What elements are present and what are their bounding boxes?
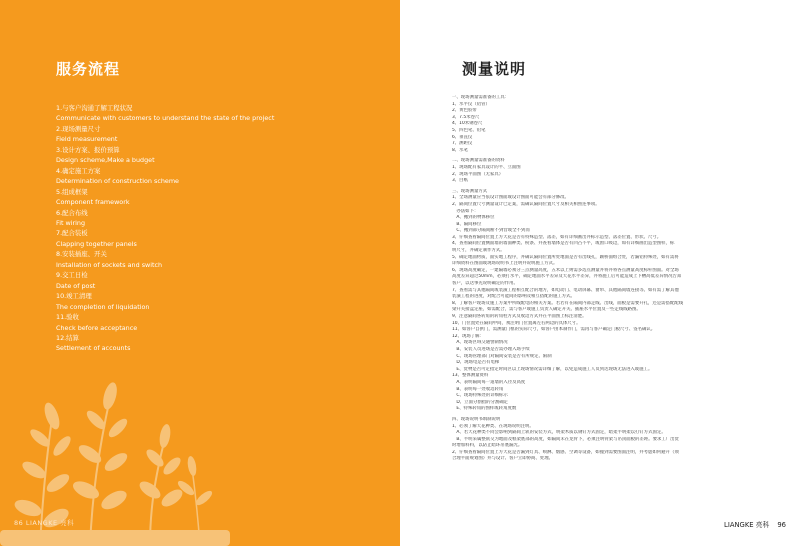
note-line: 6、现场高度确定，一建隔墙必须分三点测量高度，五米以上则需多选点测量并将并将各点测量高度标杆图面。对全场 bbox=[452, 267, 679, 273]
note-line: 8、水笔 bbox=[452, 147, 468, 153]
step-title: 3.设计方案、报价预算 bbox=[56, 145, 120, 154]
note-line: 办法如下： bbox=[452, 208, 479, 214]
step-title: 4.确定施工方案 bbox=[56, 166, 101, 175]
step-english: The completion of liquidation bbox=[56, 302, 150, 311]
note-line: 梁开关接盒定座，如需配合，需与客户或施工负责人确定开关、插座水平位置及一些走线线路图。 bbox=[452, 307, 641, 313]
note-line: 6、垂直仪 bbox=[452, 134, 473, 140]
note-line: 客户，以达事先说明确定的作用。 bbox=[452, 281, 518, 287]
page-title-measurement-notes: 测量说明 bbox=[462, 60, 527, 78]
step-title: 6.配合布线 bbox=[56, 208, 88, 217]
note-line: 13、整体测量资料 bbox=[452, 373, 489, 379]
step-title: 9.交工日检 bbox=[56, 271, 88, 280]
note-line: B、半明采属整嵌交为地面及框架底部的高度，如隔间未在龙骨下，必须注明骨架与吊顶面板的差距。要求工厂出货 bbox=[452, 436, 679, 442]
note-line: 7、测距仪 bbox=[452, 141, 473, 147]
note-line: C、现场特殊处的详细标示 bbox=[452, 393, 508, 399]
note-line: A、攫到的物体移位 bbox=[452, 215, 495, 221]
note-line: D、现场电是否有电梯 bbox=[452, 360, 500, 366]
note-line: B、安装人员进场是否需办理入场手续 bbox=[452, 346, 530, 352]
note-line: 3、7.5米卷尺 bbox=[452, 114, 480, 120]
right-page-footer bbox=[724, 519, 786, 529]
note-line: 2、现场平面图（无家具） bbox=[452, 171, 504, 177]
note-line: 4、10米钢卷尺 bbox=[452, 121, 483, 127]
step-english: Component framework bbox=[56, 198, 130, 207]
step-title: 12.结算 bbox=[56, 333, 79, 342]
note-line: A、表明隔间每一道墙的入径及高度 bbox=[452, 379, 526, 385]
step-english: Clapping together panels bbox=[56, 239, 137, 248]
note-line: 合理平面规划图）并与设计、客户立即协商、处理。 bbox=[452, 456, 553, 462]
note-line: B、隔间移位 bbox=[452, 221, 482, 227]
step-title: 7.配合装板 bbox=[56, 229, 88, 238]
note-line: 三、现场测量方式 bbox=[452, 188, 488, 194]
note-line: 5、确定地面材质，面实地工程序，并确认隔间位置所处地面是否有出线孔，踢桥面组合处，若漏铝特殊处，如有需将 bbox=[452, 254, 679, 260]
step-english: Determination of construction scheme bbox=[56, 177, 179, 186]
note-line: 5、四色笔、铅笔 bbox=[452, 127, 486, 133]
measurement-notes-body bbox=[452, 95, 782, 463]
step-english: Settlement of accounts bbox=[56, 344, 131, 353]
note-line: E、特殊转角的图样或转角度数 bbox=[452, 406, 517, 412]
step-english: Date of post bbox=[56, 281, 96, 290]
note-line: 时增加料料，以防止暗环吊底漏光。 bbox=[452, 443, 523, 449]
note-line: 2、隔间位置尺寸测量设计已定案，需确认隔间位置尺寸及相关相照连事项。 bbox=[452, 201, 600, 207]
note-line: B、表明每一处收边转角 bbox=[452, 386, 504, 392]
note-line: 1、全场测量应当依设计图面或设计图面可能会有部分修改。 bbox=[452, 195, 569, 201]
note-line: 详细资料在图面或现场说明书上注明并说明施工方式。 bbox=[452, 261, 558, 267]
note-line: 9、注意隔间各转角的转角柱方式及收边方式并在平面图上标注清楚。 bbox=[452, 314, 587, 319]
note-line: C、现场管理部门对隔间安装是否有所规定、限制 bbox=[452, 353, 552, 359]
brand-name: LIANGKE 亮科 bbox=[724, 521, 770, 529]
step-english: Field measurement bbox=[56, 135, 118, 144]
note-line: 10、门位置处在隔间中间，须注明门位置离左右两边的具体尺寸。 bbox=[452, 320, 581, 326]
step-english: Communicate with customers to understand the state of the project bbox=[56, 114, 275, 123]
note-line: C、攫到部分隔间断不到营或全不到而 bbox=[452, 228, 530, 234]
note-line: 3、白纸 bbox=[452, 178, 468, 184]
note-line: 明尺寸，并确定制作方式。 bbox=[452, 248, 505, 254]
note-line: 2、黄色胶带 bbox=[452, 108, 477, 114]
note-line: 7、查看需与其他隔间或装潢工程相互配合的地方，如电动门、电动屏幕、窗帘、其他隔间墙连接等。如有需了解其他 bbox=[452, 287, 679, 293]
note-line: A、现场区域交通警制情况 bbox=[452, 340, 508, 346]
step-english: Check before acceptance bbox=[56, 323, 138, 332]
note-line: A、若天花种类不同会影响到隔间上轨的安装方式，明架木质以钢钉方式固定，暗架半明架以打钉方式固定。 bbox=[452, 430, 666, 436]
note-line: 四、现场说明书填制说明 bbox=[452, 416, 501, 422]
note-line: 一、现场测量需准备的工具： bbox=[452, 95, 510, 100]
page-title-service-process: 服务流程 bbox=[56, 60, 121, 78]
step-title: 5.组成框架 bbox=[56, 187, 88, 196]
step-title: 11.验收 bbox=[56, 313, 79, 322]
step-title: 8.安装插座、开关 bbox=[56, 250, 107, 259]
note-line: 高度差异超过50mm，必须打水平，确定地面水平差异及天花水平差异，并将施工后可能造成上下槽高低差异情况告知 bbox=[452, 274, 682, 280]
step-title: 10.竣工清理 bbox=[56, 292, 92, 301]
service-steps-list bbox=[56, 103, 386, 354]
note-line: 12、现场了解： bbox=[452, 333, 484, 339]
note-line: 11、如客户自供门，需测量门框的实际尺寸，如客户由本制作门，需再与客户确定门板尺寸、签名确认。 bbox=[452, 327, 656, 333]
note-line: 1、必须了解天花种类、在现场说明注明。 bbox=[452, 423, 534, 429]
note-line: 1、现场配有家具设计的平、立面图 bbox=[452, 164, 521, 170]
note-line: 8、了解客户现场及施工方案中所线配电的相关方案。若若有在隔间内部走线、出线，面板是需要开孔，还是需搭配配线 bbox=[452, 300, 684, 306]
note-line: 装潢工程的进度，对配合可能间的影响及相互搭配的施工方式。 bbox=[452, 294, 575, 300]
step-title: 1.与客户沟通了解工程状况 bbox=[56, 104, 133, 112]
note-line: E、货物是否可定指定时间区以上现场情况需详细了解，以免造成施工人员到达现场无法进入或施工。 bbox=[452, 366, 653, 372]
note-line: 4、查看隔间位置侧面墙的墙面种类、粉条、并查看墙体是否有凹凸不平，或窗口吸边，如有详细画出造型图样，标 bbox=[452, 241, 675, 247]
left-page-footer: 86 LIANGKE 亮科 bbox=[14, 519, 75, 527]
note-line: 2、仔细查看隔间位置上方天花是否漏到灯具、喷淋、烟感、空调等设备，如撞到需要图面注明，并考虑如何避开（须 bbox=[452, 449, 679, 455]
step-english: Design scheme,Make a budget bbox=[56, 156, 155, 165]
note-line: 1、水平仪（铝管） bbox=[452, 101, 490, 107]
step-title: 2.现场测量尺寸 bbox=[56, 124, 101, 133]
note-line: 3、仔细查看隔间位置上方天花是否有特殊造型、落差，如有详细画出并标示造型、落差位置、形状、尺寸。 bbox=[452, 234, 662, 240]
page-number: 96 bbox=[777, 521, 786, 529]
step-english: Installation of sockets and switch bbox=[56, 260, 163, 269]
step-english: Fit wiring bbox=[56, 218, 86, 227]
note-line: D、立面分割指的分割确定 bbox=[452, 399, 509, 405]
note-line: 二、现场测量需准备的资料 bbox=[452, 158, 505, 164]
